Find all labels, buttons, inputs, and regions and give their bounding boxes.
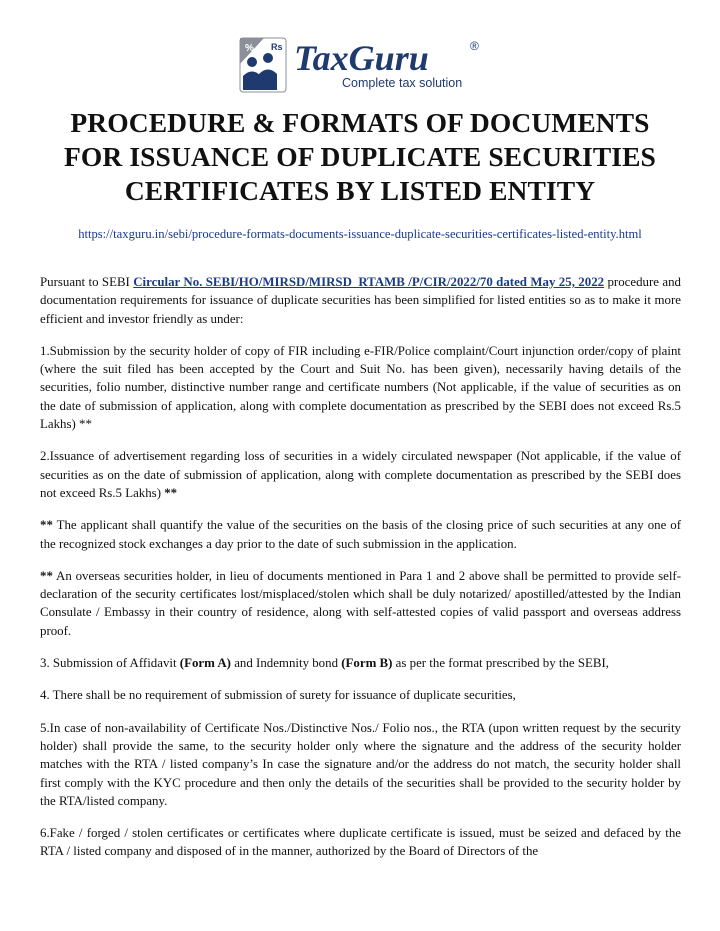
logo-tagline: Complete tax solution	[342, 76, 463, 90]
logo-percent: %	[245, 43, 254, 54]
item-3-text-a: 3. Submission of Affidavit	[40, 656, 180, 671]
form-b-label: (Form B)	[341, 656, 393, 671]
item-3-text-b: and Indemnity bond	[230, 656, 342, 671]
note-value-text: The applicant shall quantify the value of the securities on the basis of the closing price of such securities at any one of the recognized stock exchanges a day prior to the date of such submission in the application.	[40, 518, 681, 551]
paragraph-note-overseas	[40, 567, 681, 640]
paragraph-item-5: 5.In case of non-availability of Certificate Nos./Distinctive Nos./ Folio nos., the RTA (upon written request by the security holder) shall provide the same, to the security holder only where the signature and the address of the security holder matches with the RTA / listed company’s In case the signature and/or the address do not match, the security holder shall first comply with the KYC procedure and then only the details of the securities shall be provided to the security holder by the RTA/listed company.	[40, 720, 681, 808]
note-overseas-asterisks: **	[40, 568, 53, 583]
paragraph-intro	[40, 273, 681, 328]
logo-brand: TaxGuru	[294, 38, 429, 78]
intro-text: Pursuant to SEBI	[40, 275, 134, 289]
taxguru-logo	[238, 34, 488, 96]
paragraph-item-1: 1.Submission by the security holder of copy of FIR including e-FIR/Police complaint/Court injunction order/copy of plaint (where the suit filed has been accepted by the Court and Suit No. has been given), necessarily having details of the securities, folio number, distinctive number range and certificate numbers (Not applicable, if the value of securities as on the date of submission of application, along with complete documentation as prescribed by the SEBI does not exceed Rs.5 Lakhs) **	[40, 343, 681, 432]
item-3-text-c: as per the format prescribed by the SEBI,	[392, 656, 610, 671]
logo-currency: Rs	[271, 42, 283, 52]
note-overseas-text: An overseas securities holder, in lieu of documents mentioned in Para 1 and 2 above shall be permitted to provide self-declaration of the security certificates lost/misplaced/stolen which shall be duly notarized/ apostilled/attested by the Indian Consulate / Embassy in their country of residence, along with self-attested copies of valid passport and overseas address proof.	[40, 568, 681, 638]
paragraph-item-6: 6.Fake / forged / stolen certificates or certificates where duplicate certificate is issued, must be seized and defaced by the RTA / listed company and disposed of in the manner, authorized by the Board of Directors of the	[40, 826, 681, 859]
paragraph-item-4: 4. There shall be no requirement of submission of surety for issuance of duplicate securities,	[40, 688, 516, 703]
paragraph-item-2	[40, 447, 681, 502]
intro-text-continued: procedure and documentation requirements for issuance of duplicate securities has been simplified for listed entities so as to make it more efficient and investor friendly as under:	[40, 275, 682, 326]
note-asterisks: **	[40, 518, 53, 533]
item-2-asterisks: **	[164, 485, 178, 500]
article-body	[40, 273, 681, 875]
paragraph-note-value	[40, 516, 681, 553]
form-a-label: (Form A)	[179, 656, 231, 671]
logo-registered: ®	[470, 39, 479, 53]
page-title: PROCEDURE & FORMATS OF DOCUMENTS FOR ISSUANCE OF DUPLICATE SECURITIES CERTIFICATES BY LISTED ENTITY	[64, 107, 656, 206]
paragraph-item-3	[40, 654, 681, 672]
item-2-text: 2.Issuance of advertisement regarding loss of securities in a widely circulated newspaper (Not applicable, if the value of securities as on the date of submission of application, along with complete documentation as prescribed by the SEBI does not exceed Rs.5 Lakhs)	[40, 449, 681, 500]
source-url[interactable]: https://taxguru.in/sebi/procedure-formats-documents-issuance-duplicate-securities-certificates-listed-entity.html	[78, 227, 642, 241]
logo-emblem	[240, 38, 286, 92]
circular-link[interactable]: Circular No. SEBI/HO/MIRSD/MIRSD_RTAMB /P/CIR/2022/70 dated May 25, 2022	[133, 275, 605, 289]
